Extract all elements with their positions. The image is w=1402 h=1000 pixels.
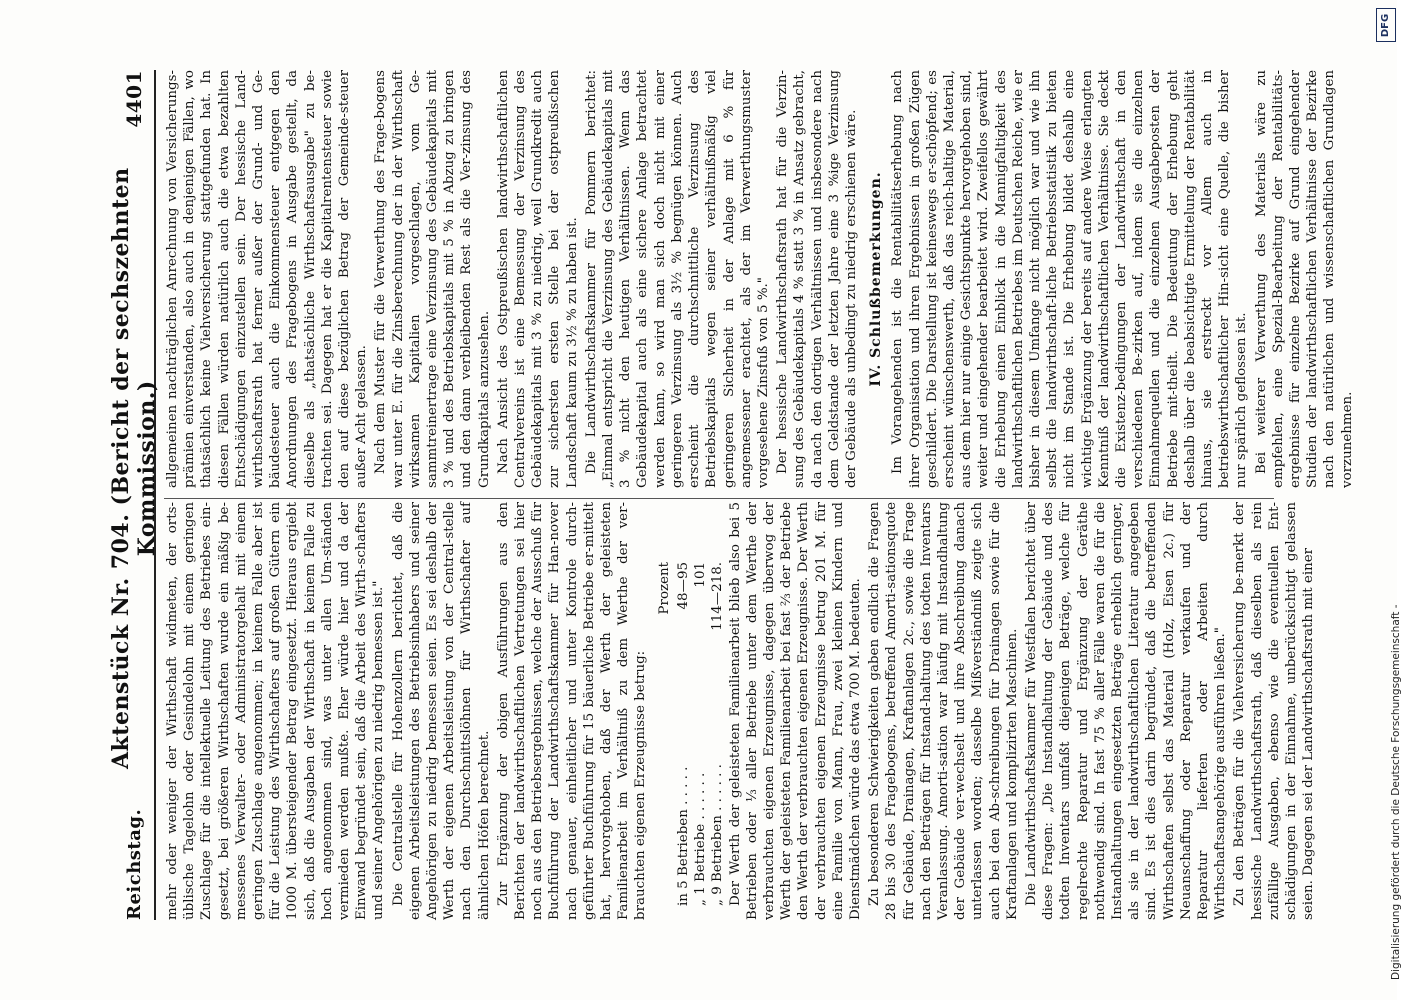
- column-divider: [164, 498, 1274, 499]
- right-column: [164, 70, 1355, 488]
- digitization-note: [1370, 40, 1402, 980]
- paragraph: Die Landwirthschaftskammer für Westfalen berichtet über diese Fragen: „Die Instandhaltung der Gebäude und des todten Inventars umfaßt diejenigen Beträge, welche für regelrechte Reparatur und Ergänzung der Geräthe nothwendig sind. In fast 75 % aller Fälle waren die für die Instandhaltungen eingesetzten Beträge erheblich geringer, als sie in der landwirthschaftlichen Literatur angegeben sind. Es ist dies darin begründet, daß die betreffenden Wirthschaften selbst das Material (Holz, Eisen 2c.) für Neuanschaffung oder Reparatur verkaufen und der Reparatur lieferten oder Arbeiten durch Wirthschaftsangehörige ausführen ließen.": [1023, 502, 1229, 920]
- paragraph: Die Centralstelle für Hohenzollern berichtet, daß die eigenen Arbeitsleistungen des Betriebsinhabers und seiner Angehörigen zu niedrig bemessen seien. Es sei deshalb der Werth der eigenen Arbeitsleistung von der Central-stelle nach den Durchschnittslöhnen für Wirthschafter auf ähnlichen Höfen berechnet.: [390, 502, 492, 920]
- rotated-page-content: [100, 60, 1355, 930]
- page-number: 4401: [122, 70, 146, 128]
- table-row-value: 48—95: [675, 562, 691, 610]
- paragraph: Zur Ergänzung der obigen Ausführungen aus den Berichten der landwirthschaftlichen Vertretungen sei hier noch aus den Betriebsergebnissen, welche der Ausschuß für Buchführung der Landwirthschaftskammer für Han-nover nach genauer, einheitlicher und unter Kontrole durch-geführter Buchführung für 15 bäuerliche Betriebe er-mittelt hat, hervorgehoben, daß der Werth der geleisteten Familienarbeit im Verhältniß zu dem Werthe der ver-brauchten eigenen Erzeugnisse betrug:: [495, 502, 649, 920]
- paragraph: Der Werth der geleisteten Familienarbeit blieb also bei 5 Betrieben oder ⅓ aller Betriebe unter dem Werthe der verbrauchten eigenen Erzeugnisse, dagegen überwog der Werth der geleisteten Familienarbeit bei fast ⅔ der Betriebe den Werth der verbrauchten eigenen Erzeugnisse. Der Werth der verbrauchten eigenen Erzeugnisse betrug 201 M. für eine Familie von Mann, Frau, zwei kleinen Kindern und Dienstmädchen würde das etwa 700 M. bedeuten.: [727, 502, 863, 920]
- paragraph: Bei weiterer Verwerthung des Materials wäre zu empfehlen, eine Spezial-Bearbeitung der Rentabilitäts-ergebnisse für einzelne Bezirke auf Grund eingehender Studien der landwirthschaftlichen Verhältnisse der Bezirke nach den natürlichen und wissenschaftlichen Grundlagen vorzunehmen.: [1253, 70, 1355, 488]
- paragraph: mehr oder weniger der Wirthschaft widmeten, der orts-üblische Tagelohn oder Gesindelohn mit einem geringen Zuschlage für die intellektuelle Leitung des Betriebes ein-gesetzt, bei größeren Wirthschaften wurde ein mäßig be-messenes Verwalter- oder Administratorgehalt mit einem geringen Zuschlage angenommen; in keinem Falle aber ist für die Leistung des Wirthschafters auf großen Gütern ein 1000 M. übersteigender Betrag eingesetzt. Hieraus ergiebt sich, daß die Ausgaben der Wirthschaft in keinem Falle zu hoch angenommen sind, was unter allen Um-ständen vermieden werden mußte. Eher würde hier und da der Einwand begründet sein, daß die Arbeit des Wirth-schafters und seiner Angehörigen zu niedrig bemessen ist.": [165, 502, 387, 920]
- table-row-label: „ 9 Betrieben . . . . . .: [710, 764, 726, 906]
- paragraph: Nach dem Muster für die Verwerthung des Frage-bogens war unter E. für die Zinsberechnung der in der Wirthschaft wirksamen Kapitalien vorgeschlagen, vom Ge-sammtreinertrage eine Verzinsung des Gebäudekapitals mit 3 % und des Betriebskapitals mit 5 % in Abzug zu bringen und den dann verbleibenden Rest als die Ver-zinsung des Grundkapitals anzusehen.: [373, 70, 492, 488]
- header-subtitle: (Bericht der sechszehnten Kommission.): [108, 167, 160, 557]
- paragraph: Der hessische Landwirthschaftsrath hat für die Verzin-sung des Gebäudekapitals 4 % statt 3 % in Ansatz gebracht, da nach den dortigen Verhältnissen und insbesondere nach dem Geldstande der letzten Jahre eine 3 %ige Verzinsung der Gebäude als unbedingt zu niedrig erschienen wäre.: [775, 70, 859, 488]
- header-title: [108, 128, 160, 809]
- header-document-number: Aktenstück Nr. 704.: [108, 513, 134, 770]
- paragraph: Im Vorangehenden ist die Rentabilitätserhebung nach ihrer Organisation und ihren Ergebnissen in großen Zügen geschildert. Die Darstellung ist keineswegs er-schöpfend; es erscheint wünschenswerth, daß das reich-haltige Material, aus dem hier nur einige Gesichtspunkte hervorgehoben sind, weiter und eingehender bearbeitet wird. Zweifellos gewährt die Erhebung einen Einblick in die Mannigfaltigkeit des landwirthschaftlichen Betriebes im Deutschen Reiche, wie er bisher in diesem Umfange nicht möglich war und wie ihn selbst die landwirthschaft-liche Betriebsstatistik zu bieten nicht im Stande ist. Die Erhebung bildet deshalb eine wichtige Ergänzung der bereits auf andere Weise erlangten Kenntniß der landwirthschaftlichen Verhältnisse. Sie deckt die Existenz-bedingungen der Landwirthschaft in den verschiedenen Be-zirken auf, indem sie die einzelnen Einnahmequellen und die einzelnen Ausgabeposten der Betriebe mit-theilt. Die Bedeutung der Erhebung geht deshalb über die beabsichtigte Ermittelung der Rentabilität hinaus, sie erstreckt vor Allem auch in betriebswirthschaftlicher Hin-sicht eine Quelle, die bisher nur spärlich geflossen ist.: [890, 70, 1250, 488]
- paragraph: Nach Ansicht des Ostpreußischen landwirthschaftlichen Centralvereins ist eine Bemessung der Verzinsung des Gebäudekapitals mit 3 % zu niedrig, weil Grundkredit auch zur sichersten ersten Stelle bei der ostpreußischen Landschaft kaum zu 3½ % zu haben ist.: [495, 70, 580, 488]
- dfg-logo: [1376, 8, 1396, 42]
- page-header: [108, 70, 160, 920]
- table-header: Prozent: [656, 562, 672, 615]
- table-row-value: 101: [693, 562, 709, 588]
- table-row-label: „ 1 Betriebe . . . . . .: [693, 772, 709, 906]
- header-left: Reichstag.: [123, 808, 145, 920]
- table-row: [675, 502, 692, 920]
- table-row: [692, 502, 709, 920]
- paragraph: Zu den Beträgen für die Viehversicherung be-merkt der hessische Landwirthschaftsrath, daß dieselben als rein zufällige Ausgaben, ebenso wie die eventuellen Ent-schädigungen in der Einnahme, unberücksichtigt gelassen seien. Dagegen sei der Landwirthschaftsrath mit einer: [1232, 502, 1317, 920]
- table-row-label: in 5 Betrieben . . . . .: [675, 766, 691, 906]
- dfg-logo-text: DFG: [1380, 13, 1392, 37]
- paragraph: Die Landwirthschaftskammer für Pommern berichtet: „Einmal entspricht die Verzinsung des Gebäudekapitals mit 3 % nicht den heutigen Verhältnissen. Wenn das Gebäudekapital auch als eine sichere Anlage betrachtet werden kann, so wird man sich doch nicht mit einer geringeren Verzinsung als 3½ % begnügen können. Auch erscheint die durchschnittliche Verzinsung des Betriebskapitals wegen seiner verhältnißmäßig viel geringeren Sicherheit in der Anlage mit 6 % für angemessener erachtet, als der im Verwerthungsmuster vorgesehene Zinsfuß von 5 %.": [583, 70, 771, 488]
- section-title: IV. Schlußbemerkungen.: [868, 171, 885, 387]
- paragraph: allgemeinen nachträglichen Anrechnung von Versicherungs-prämien einverstanden, also auch in denjenigen Fällen, wo thatsächlich keine Viehversicherung stattgefunden hat. In diesen Fällen würden natürlich auch die etwa bezahlten Entschädigungen einzustellen sein. Der hessische Land-wirthschaftsrath hat ferner außer der Grund- und Ge-bäudesteuer auch die Einkommensteuer entgegen den Anordnungen des Fragebogens in Ausgabe gestellt, da dieselbe als „thatsächliche Wirthschaftsausgabe" zu be-trachten sei. Dagegen hat er die Kapitalrentensteuer sowie den auf diese bezüglichen Betrag der Gemeinde-steuer außer Acht gelassen.: [165, 70, 370, 488]
- paragraph: Zu besonderen Schwierigkeiten gaben endlich die Fragen 28 bis 30 des Fragebogens, betreffend Amorti-sationsquote für Gebäude, Drainagen, Kraftanlagen 2c., sowie die Frage nach den Beträgen für Instand-haltung des todten Inventars Veranlassung. Amorti-sation war häufig mit Instandhaltung der Gebäude ver-wechselt und ihre Abschreibung danach unterlassen worden; dasselbe Mißverständniß zeigte sich auch bei den Ab-schreibungen für Drainagen sowie für die Kraftanlagen und komplizirten Maschinen.: [867, 502, 1020, 920]
- left-column: [164, 502, 1317, 920]
- digitization-note-text: Digitalisierung gefördert durch die Deutsche Forschungsgemeinschaft -: [1390, 604, 1402, 980]
- table-row: [709, 502, 726, 920]
- table-row-value: 114—218.: [710, 562, 726, 631]
